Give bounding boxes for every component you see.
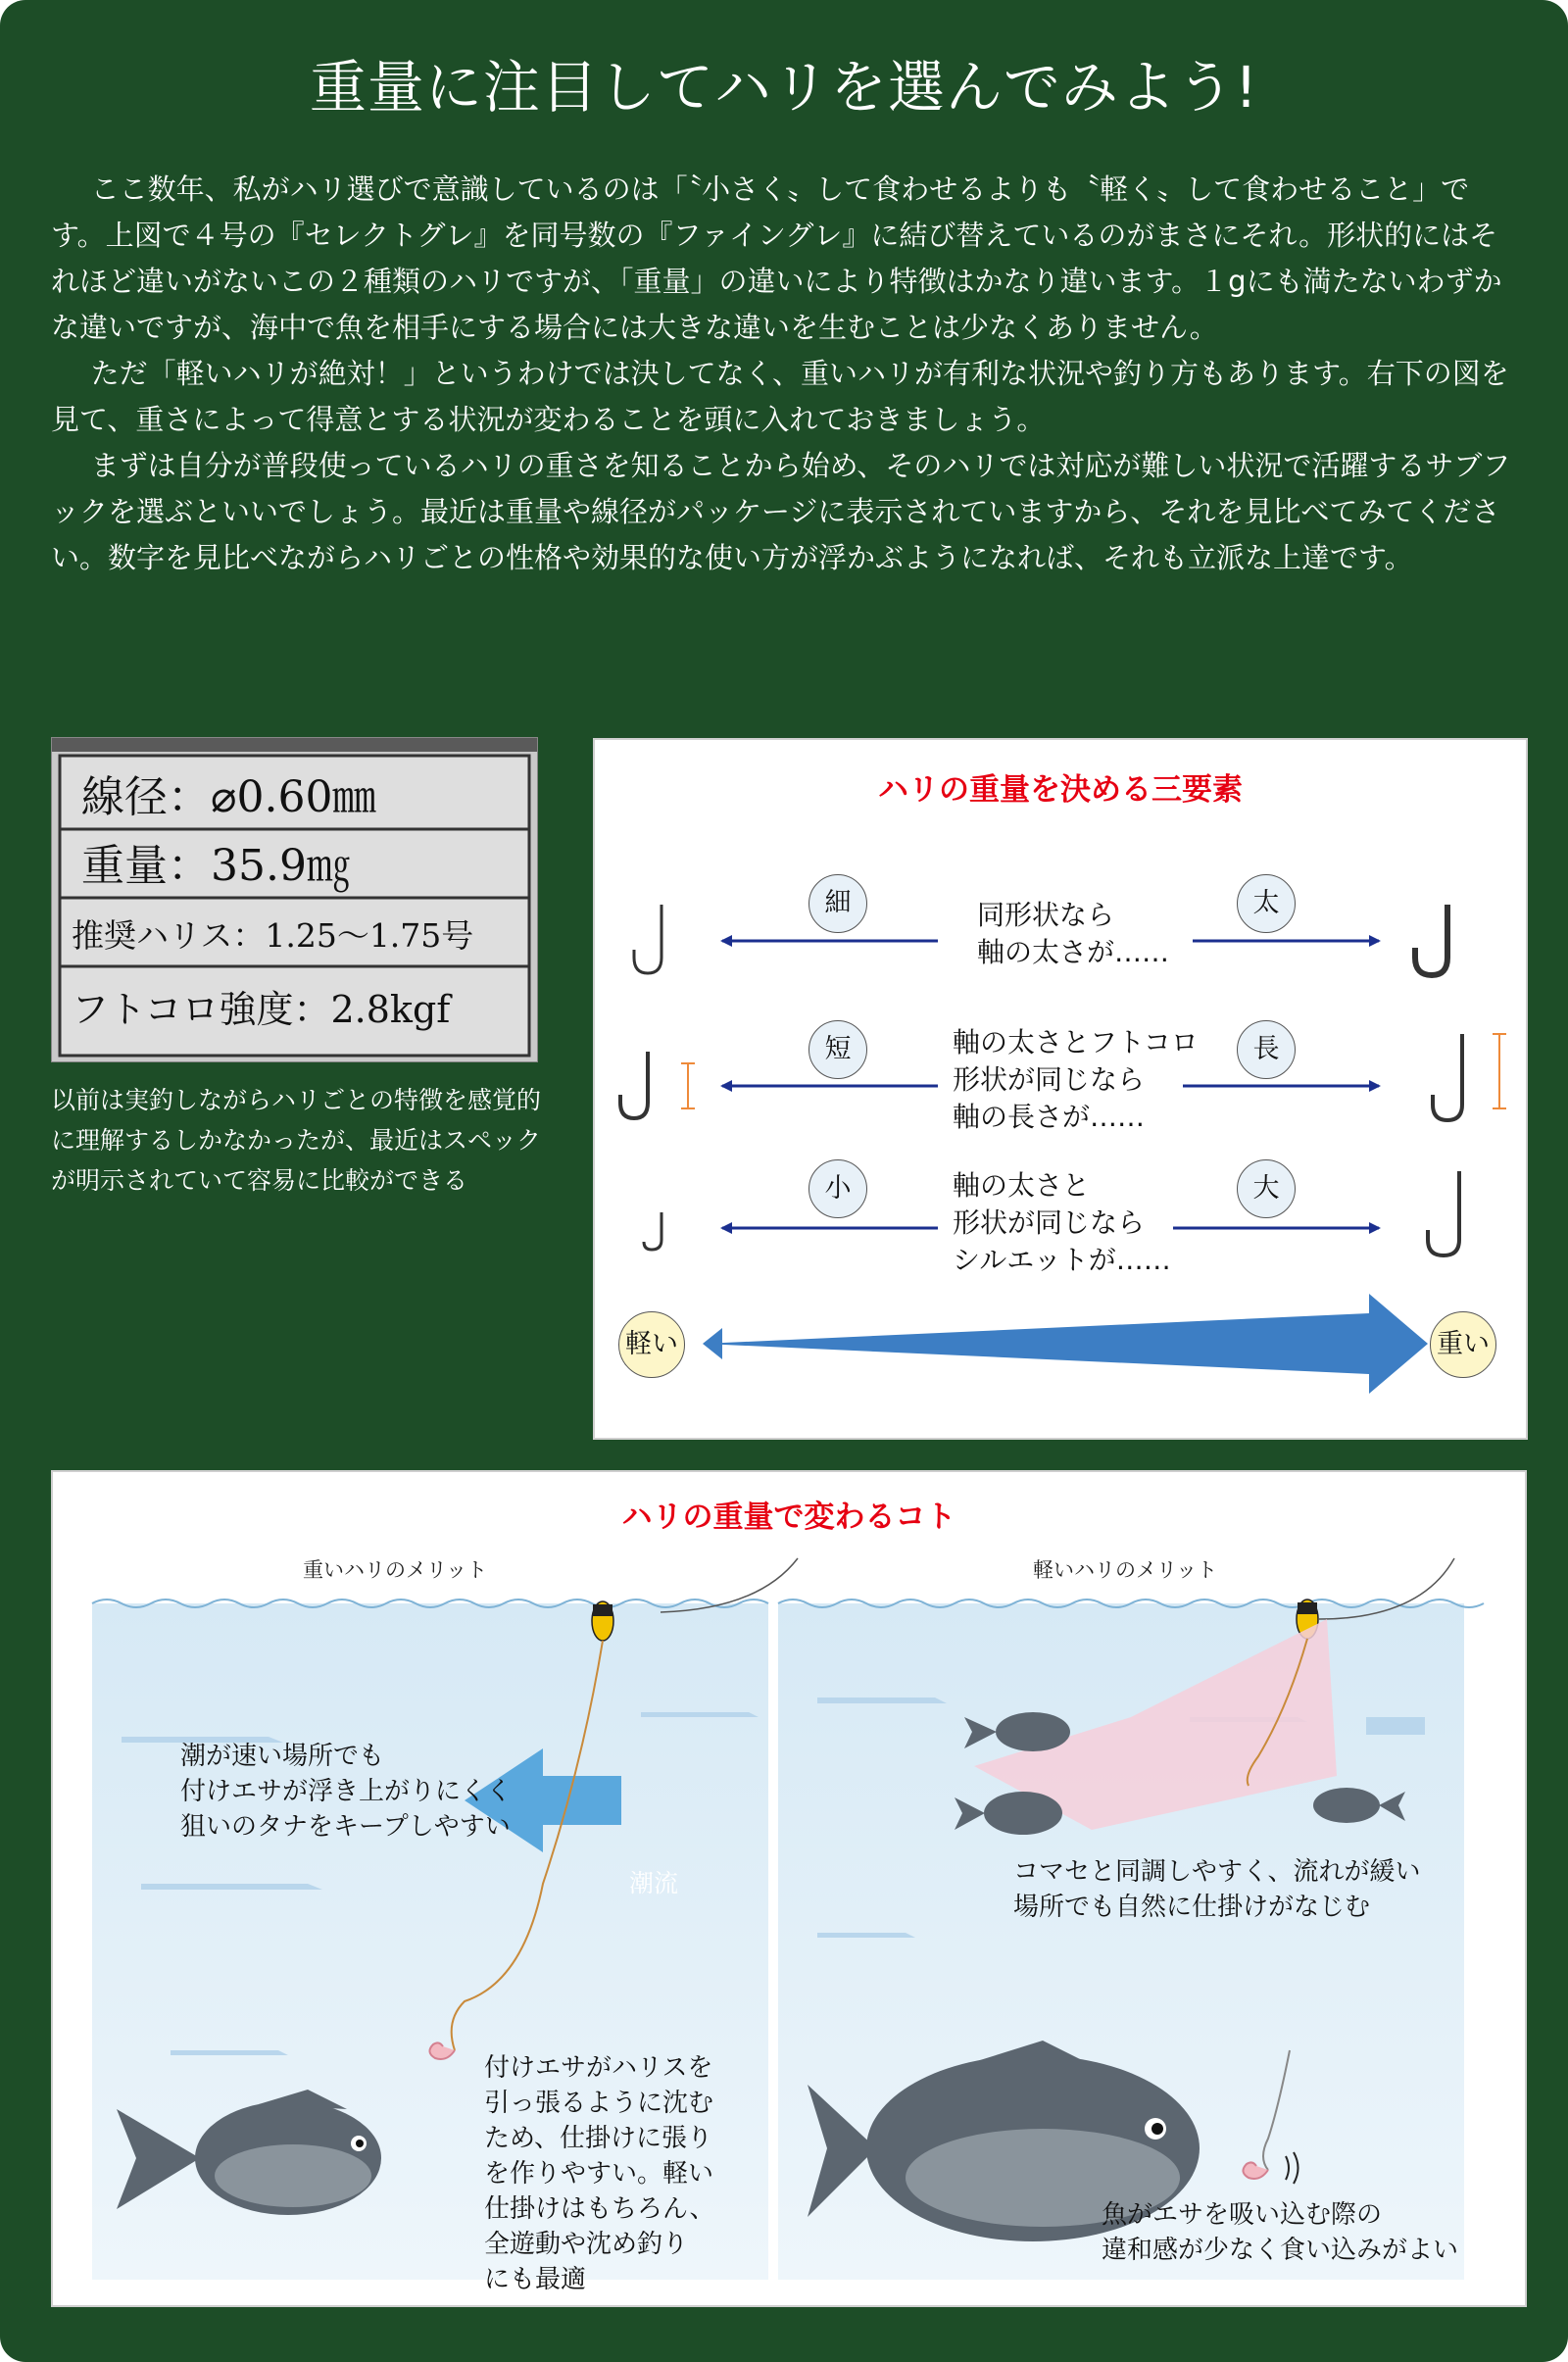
spec-row: 線径：⌀0.60㎜ xyxy=(81,772,376,822)
text-line: コマセと同調しやすく、流れが緩い xyxy=(1013,1857,1421,1887)
length-bracket-icon xyxy=(1493,1034,1506,1108)
factor-text xyxy=(953,1167,1171,1279)
panel-title: ハリの重量を決める三要素 xyxy=(878,772,1243,808)
small-badge: 小 xyxy=(808,1159,867,1218)
factor-text xyxy=(953,1024,1199,1136)
text-line: にも最適 xyxy=(484,2265,587,2294)
spec-row: フトコロ強度：2.8kgf xyxy=(72,988,451,1031)
small-hook-icon xyxy=(644,1212,662,1250)
large-badge: 大 xyxy=(1237,1159,1296,1218)
factor-line: 同形状なら xyxy=(977,899,1115,931)
text-line: 仕掛けはもちろん、 xyxy=(484,2194,715,2224)
short-badge: 短 xyxy=(808,1020,867,1079)
factor-line: 形状が同じなら xyxy=(953,1063,1146,1096)
factor-line: 軸の長さが…… xyxy=(953,1101,1146,1133)
weight-effects-panel xyxy=(51,1470,1527,2307)
page-title: 重量に注目してハリを選んでみよう! xyxy=(309,54,1259,121)
text-line: 付けエサがハリスを xyxy=(484,2053,713,2083)
heavy-badge: 重い xyxy=(1430,1311,1496,1378)
spec-label-photo xyxy=(51,737,538,1062)
factor-text xyxy=(977,897,1169,971)
text-line: 魚がエサを吸い込む際の xyxy=(1102,2200,1383,2230)
factor-line: 軸の太さが…… xyxy=(977,936,1170,968)
weight-scale-arrow xyxy=(703,1294,1428,1394)
paragraph: ただ「軽いハリが絶対！」というわけでは決してなく、重いハリが有利な状況や釣り方もあります。右下の図を見て、重さによって得意とする状況が変わることを頭に入れておきましょう。 xyxy=(51,357,1509,436)
short-hook-icon xyxy=(620,1052,648,1118)
text-line: 狙いのタナをキープしやすい xyxy=(180,1812,511,1842)
factor-line: 軸の太さと xyxy=(953,1169,1091,1202)
light-intake-text xyxy=(1102,2197,1458,2268)
long-badge: 長 xyxy=(1237,1020,1296,1079)
light-merit-text xyxy=(1013,1854,1420,1925)
paragraph: まずは自分が普段使っているハリの重さを知ることから始め、そのハリでは対応が難しい状況で活躍するサブフックを選ぶといいでしょう。最近は重量や線径がパッケージに表示されていますから、それを見比べてみてください。数字を見比べながらハリごとの性格や効果的な使い方が浮かぶようになれば、それも立派な上達です。 xyxy=(51,449,1511,574)
light-badge: 軽い xyxy=(618,1311,685,1378)
panel-title: ハリの重量で変わるコト xyxy=(621,1500,956,1535)
long-hook-icon xyxy=(1433,1034,1462,1120)
spec-label-image xyxy=(52,738,537,1061)
factor-line: 軸の太さとフトコロ xyxy=(953,1026,1199,1058)
text-line: 全遊動や沈め釣り xyxy=(484,2230,689,2259)
light-merit-label: 軽いハリのメリット xyxy=(1033,1558,1218,1582)
spec-row: 重量：35.9㎎ xyxy=(81,841,350,891)
current-label: 潮流 xyxy=(629,1869,679,1897)
length-bracket-icon xyxy=(681,1063,695,1108)
thin-badge: 細 xyxy=(808,874,867,933)
heavy-merit-text xyxy=(180,1739,512,1845)
text-line: 場所でも自然に仕掛けがなじむ xyxy=(1013,1893,1371,1922)
text-line: 引っ張るように沈む xyxy=(484,2089,714,2118)
heavy-sinking-text xyxy=(484,2050,715,2297)
three-factors-panel xyxy=(593,738,1528,1440)
article-body xyxy=(51,167,1521,581)
large-hook-icon xyxy=(1428,1171,1459,1255)
thick-hook-icon xyxy=(1415,905,1447,975)
text-line: 付けエサが浮き上がりにくく xyxy=(180,1777,513,1806)
paragraph: ここ数年、私がハリ選びで意識しているのは「〝小さく〟して食わせるよりも〝軽く〟して食わせること」です。上図で４号の『セレクトグレ』を同号数の『ファイングレ』に結び替えているのがまさにそれ。形状的にはそれほど違いがないこの２種類のハリですが、「重量」の違いにより特徴はかなり違います。１gにも満たないわずかな違いですが、海中で魚を相手にする場合には大きな違いを生むことは少なくありません。 xyxy=(51,172,1502,344)
heavy-merit-label: 重いハリのメリット xyxy=(303,1558,488,1582)
text-line: ため、仕掛けに張り xyxy=(484,2124,712,2153)
factor-line: 形状が同じなら xyxy=(953,1206,1146,1239)
spec-row: 推奨ハリス：1.25～1.75号 xyxy=(72,916,474,955)
factor-line: シルエットが…… xyxy=(953,1244,1171,1276)
text-line: 違和感が少なく食い込みがよい xyxy=(1102,2236,1459,2265)
thick-badge: 太 xyxy=(1237,874,1296,933)
text-line: を作りやすい。軽い xyxy=(484,2159,714,2189)
text-line: 潮が速い場所でも xyxy=(180,1742,385,1771)
thin-hook-icon xyxy=(634,905,662,973)
photo-caption: 以前は実釣しながらハリごとの特徴を感覚的に理解するしかなかったが、最近はスペックが明示されていて容易に比較ができる xyxy=(51,1086,542,1195)
